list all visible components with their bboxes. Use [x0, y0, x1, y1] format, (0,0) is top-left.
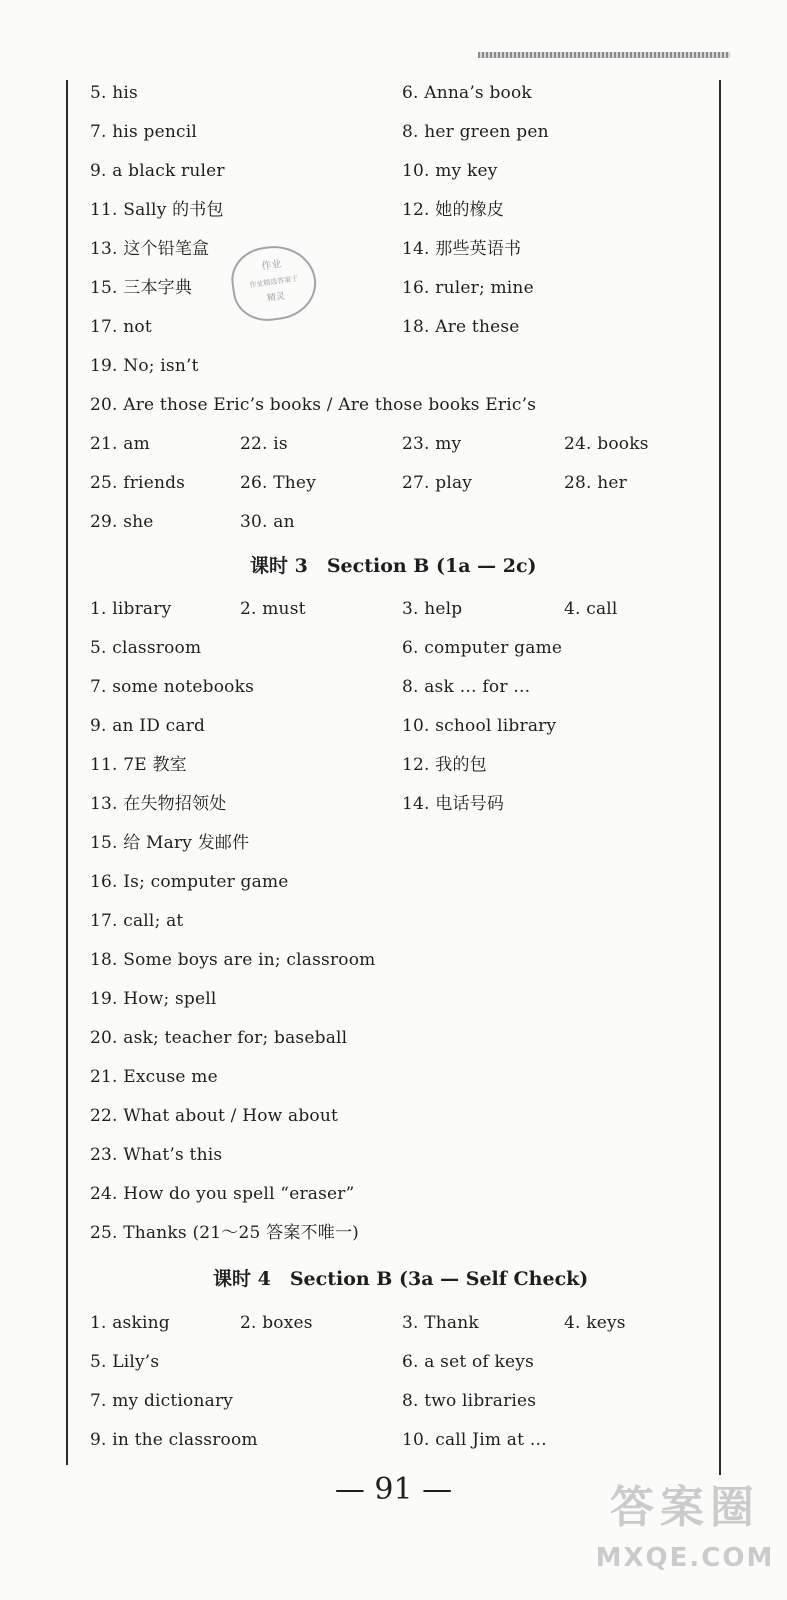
answer-item: 6. computer game [402, 638, 563, 658]
answer-item: 11. Sally 的书包 [90, 200, 224, 220]
answer-item: 21. am [90, 434, 150, 454]
answer-item: 8. ask … for … [402, 677, 531, 697]
answer-item: 18. Are these [402, 317, 520, 337]
answer-item: 23. What’s this [90, 1145, 223, 1165]
answer-item: 6. a set of keys [402, 1352, 535, 1372]
answer-item: 16. Is; computer game [90, 872, 289, 892]
answer-item: 9. in the classroom [90, 1430, 258, 1450]
answer-item: 5. Lily’s [90, 1352, 160, 1372]
answer-item: 2. must [240, 599, 306, 619]
answer-item: 7. some notebooks [90, 677, 255, 697]
answer-item: 24. How do you spell “eraser” [90, 1184, 355, 1204]
section-heading: 课时 3 Section B (1a — 2c) [250, 555, 537, 577]
answer-item: 29. she [90, 512, 154, 532]
answer-item: 25. friends [90, 473, 186, 493]
answer-item: 13. 在失物招领处 [90, 794, 227, 814]
answer-item: 10. call Jim at … [402, 1430, 547, 1450]
answer-item: 16. ruler; mine [402, 278, 534, 298]
answer-item: 24. books [564, 434, 649, 454]
answer-item: 5. classroom [90, 638, 202, 658]
answer-item: 18. Some boys are in; classroom [90, 950, 376, 970]
answer-item: 9. a black ruler [90, 161, 225, 181]
stamp-line: 精灵 [266, 291, 286, 305]
watermark-url: MXQE.COM [595, 1543, 775, 1573]
answer-item: 17. not [90, 317, 152, 337]
answer-item: 8. two libraries [402, 1391, 537, 1411]
answer-item: 6. Anna’s book [402, 83, 532, 103]
answer-item: 25. Thanks (21～25 答案不唯一) [90, 1223, 359, 1243]
answer-item: 5. his [90, 83, 138, 103]
answer-item: 10. school library [402, 716, 557, 736]
stamp-line: 作业精选答案于 [249, 274, 299, 290]
answer-item: 26. They [240, 473, 316, 493]
answer-item: 12. 我的包 [402, 755, 487, 775]
answer-item: 4. call [564, 599, 618, 619]
answer-item: 19. How; spell [90, 989, 217, 1009]
answer-item: 14. 那些英语书 [402, 239, 522, 259]
answer-item: 12. 她的橡皮 [402, 200, 505, 220]
answer-item: 7. his pencil [90, 122, 198, 142]
answer-item: 9. an ID card [90, 716, 206, 736]
site-watermark [585, 1478, 785, 1596]
answer-item: 3. Thank [402, 1313, 479, 1333]
answer-item: 15. 给 Mary 发邮件 [90, 833, 250, 853]
answer-item: 7. my dictionary [90, 1391, 234, 1411]
answer-item: 2. boxes [240, 1313, 313, 1333]
answer-item: 17. call; at [90, 911, 184, 931]
answer-item: 23. my [402, 434, 462, 454]
answer-item: 22. is [240, 434, 288, 454]
answer-item: 1. asking [90, 1313, 170, 1333]
watermark-logo-text: 答案圈 [610, 1482, 760, 1533]
answer-item: 22. What about / How about [90, 1106, 339, 1126]
answer-item: 21. Excuse me [90, 1067, 218, 1087]
answer-item: 4. keys [564, 1313, 626, 1333]
answer-item: 1. library [90, 599, 172, 619]
answer-item: 20. ask; teacher for; baseball [90, 1028, 348, 1048]
section-heading: 课时 4 Section B (3a — Self Check) [213, 1268, 589, 1290]
answer-item: 8. her green pen [402, 122, 549, 142]
page-number: — 91 — [334, 1472, 453, 1507]
answer-item: 28. her [564, 473, 627, 493]
answer-item: 11. 7E 教室 [90, 755, 187, 775]
answer-item: 20. Are those Eric’s books / Are those books Eric’s [90, 395, 537, 415]
answer-item: 27. play [402, 473, 473, 493]
answer-item: 3. help [402, 599, 463, 619]
answer-item: 13. 这个铅笔盒 [90, 239, 210, 259]
answer-item: 10. my key [402, 161, 498, 181]
answer-item: 19. No; isn’t [90, 356, 199, 376]
stamp-line: 作业 [260, 258, 283, 273]
answer-item: 14. 电话号码 [402, 794, 505, 814]
answer-item: 30. an [240, 512, 295, 532]
answer-item: 15. 三本字典 [90, 278, 193, 298]
